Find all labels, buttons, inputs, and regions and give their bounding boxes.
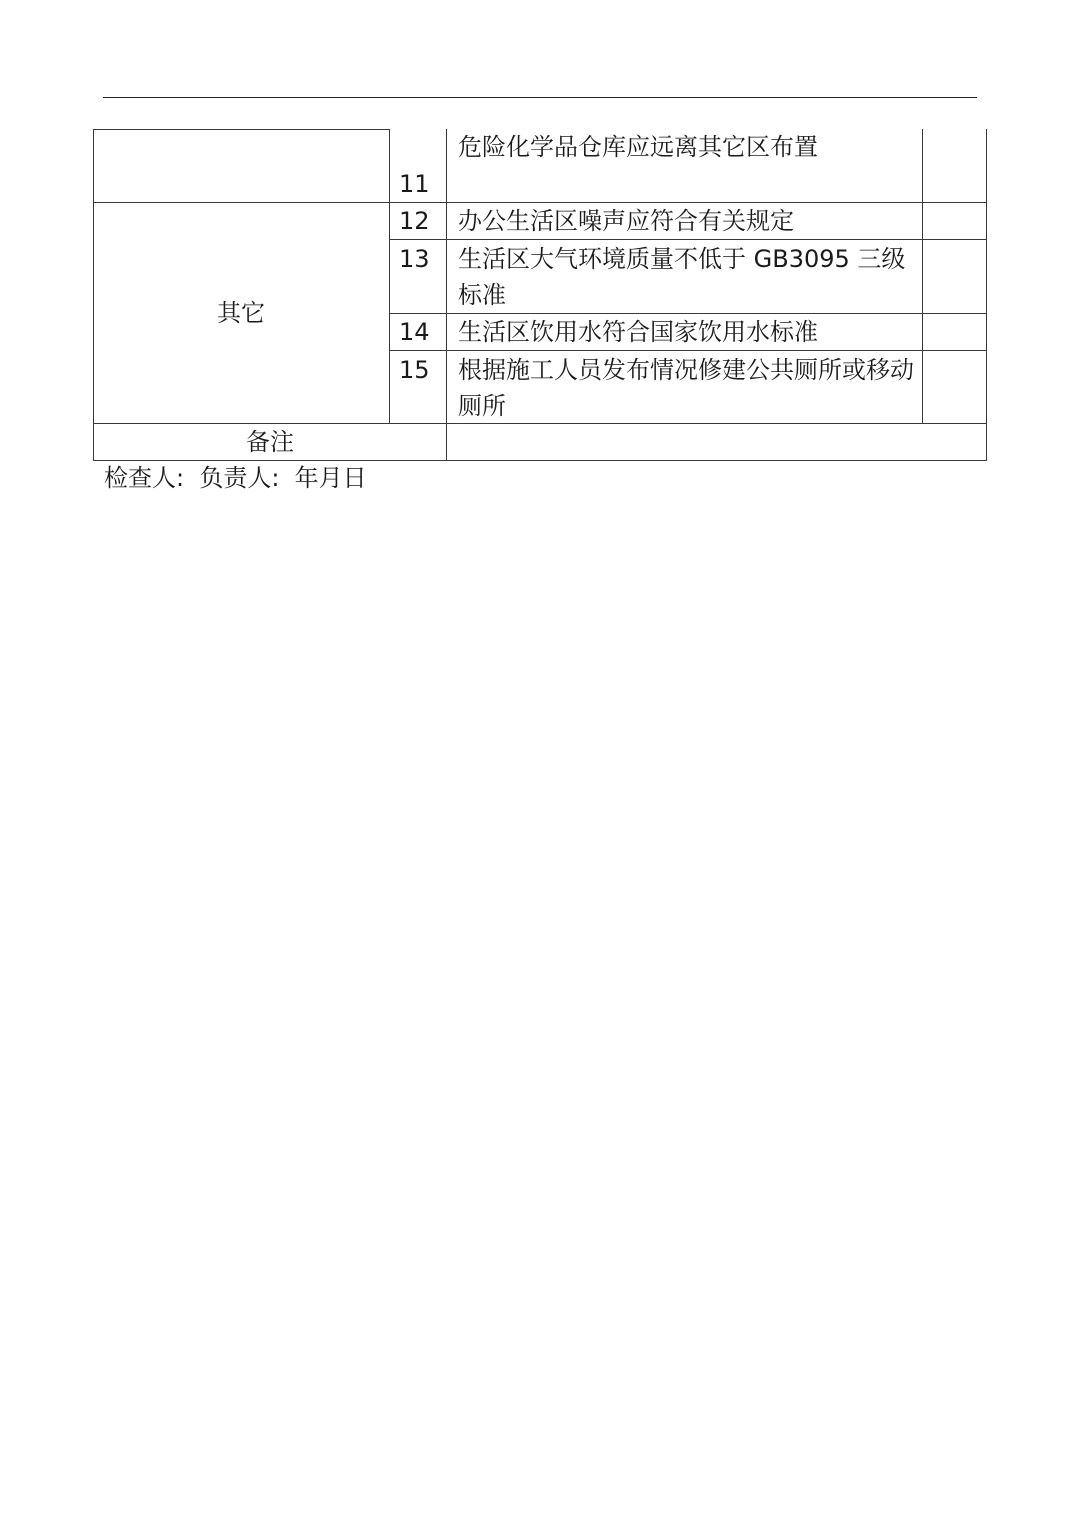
- header-rule: [103, 97, 977, 98]
- row-number: 14: [399, 318, 430, 346]
- table-border-left: [93, 129, 94, 461]
- row-content: 办公生活区噪声应符合有关规定: [458, 207, 794, 235]
- remarks-label: 备注: [246, 428, 294, 456]
- row-number: 15: [399, 356, 430, 384]
- signature-line: 检查人: 负责人: 年月日: [104, 464, 367, 492]
- table-divider-category: [389, 129, 390, 424]
- table-divider-number: [446, 129, 447, 461]
- table-border-right: [986, 129, 987, 461]
- row-content: 生活区饮用水符合国家饮用水标准: [458, 318, 818, 346]
- table-border-row12-bottom: [389, 239, 987, 240]
- row-number: 13: [399, 245, 430, 273]
- table-border-top-left: [93, 129, 389, 130]
- row-content: 危险化学品仓库应远离其它区布置: [458, 133, 818, 161]
- table-border-row14-bottom: [389, 350, 987, 351]
- row-content: 根据施工人员发布情况修建公共厕所或移动厕所: [458, 356, 914, 420]
- row-number: 12: [399, 207, 430, 235]
- table-divider-result: [922, 129, 923, 424]
- category-label: 其它: [217, 299, 265, 327]
- row-content: 生活区大气环境质量不低于 GB3095 三级标准: [458, 245, 906, 309]
- row-number: 11: [399, 170, 430, 198]
